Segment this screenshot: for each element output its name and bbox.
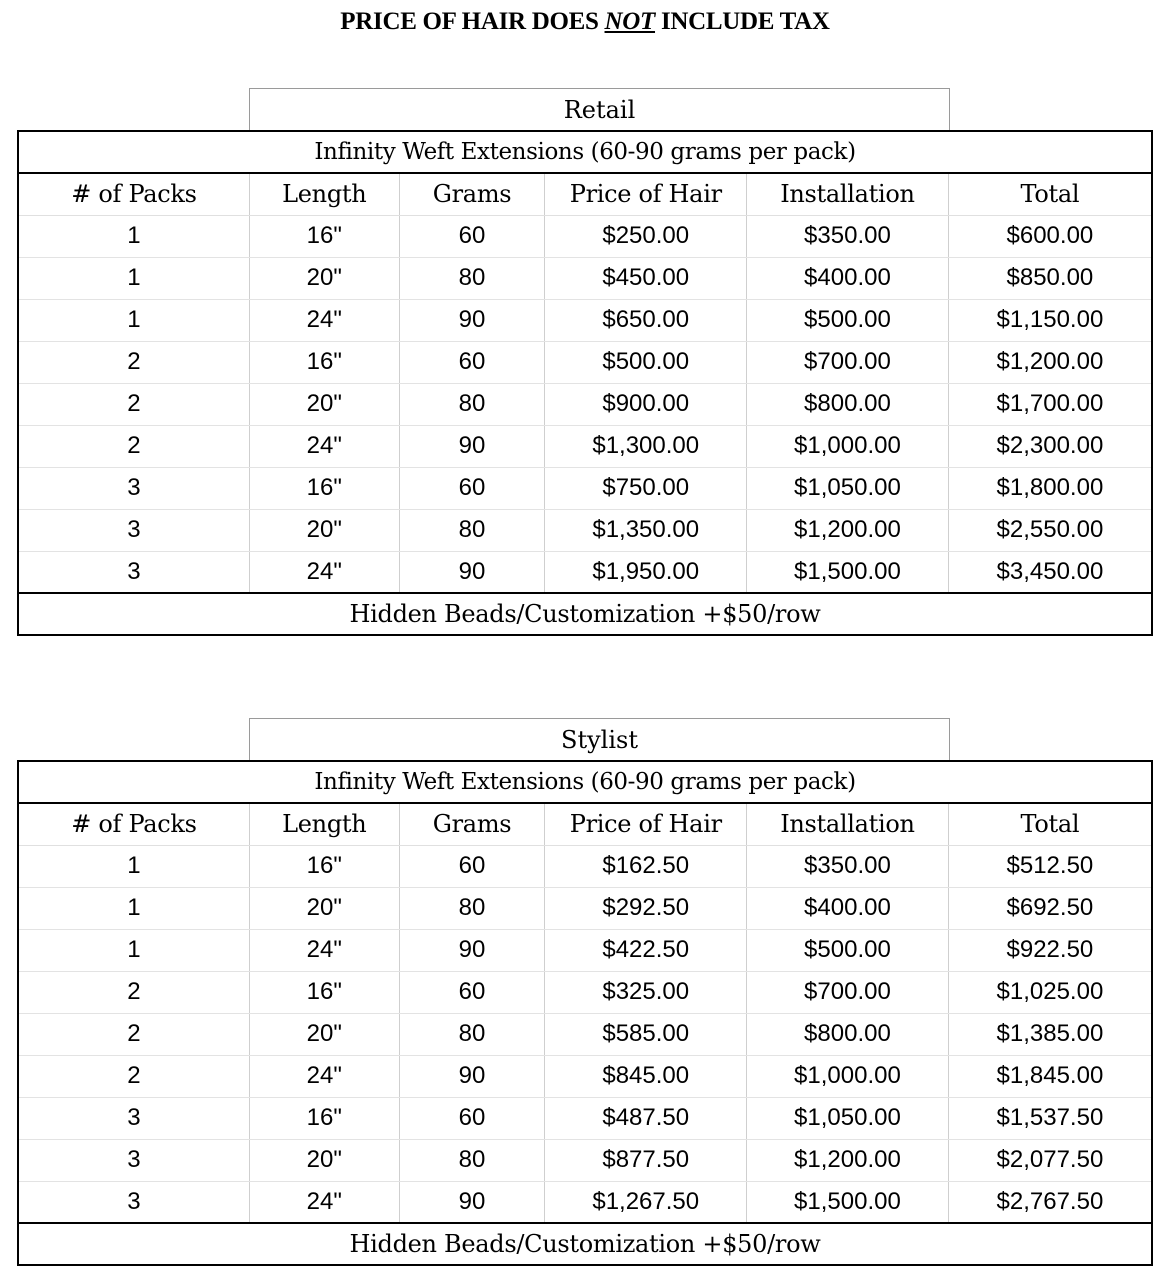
cell-total: $692.50	[948, 887, 1152, 929]
cell-packs: 3	[18, 467, 249, 509]
cell-grams: 80	[399, 887, 545, 929]
table-row	[18, 215, 1152, 257]
col-header-price: Price of Hair	[545, 803, 747, 845]
stylist-tier-label: Stylist	[249, 718, 950, 761]
cell-price: $487.50	[545, 1097, 747, 1139]
cell-price: $450.00	[545, 257, 747, 299]
customization-note: Hidden Beads/Customization +$50/row	[349, 600, 821, 628]
cell-length: 24"	[249, 425, 399, 467]
col-header-total: Total	[948, 803, 1152, 845]
cell-packs: 3	[18, 1181, 249, 1223]
cell-installation: $500.00	[747, 929, 949, 971]
cell-total: $2,550.00	[948, 509, 1152, 551]
cell-grams: 80	[399, 509, 545, 551]
cell-total: $2,767.50	[948, 1181, 1152, 1223]
table-row	[18, 929, 1152, 971]
cell-grams: 80	[399, 1013, 545, 1055]
table-row	[18, 383, 1152, 425]
cell-length: 20"	[249, 1013, 399, 1055]
cell-grams: 60	[399, 215, 545, 257]
cell-packs: 1	[18, 215, 249, 257]
product-title: Infinity Weft Extensions (60-90 grams per pack)	[18, 131, 1152, 173]
cell-total: $2,077.50	[948, 1139, 1152, 1181]
cell-grams: 90	[399, 551, 545, 593]
col-header-length: Length	[249, 803, 399, 845]
cell-installation: $1,000.00	[747, 1055, 949, 1097]
cell-price: $325.00	[545, 971, 747, 1013]
table-row	[18, 1097, 1152, 1139]
cell-grams: 60	[399, 467, 545, 509]
cell-length: 24"	[249, 1055, 399, 1097]
cell-grams: 90	[399, 1055, 545, 1097]
product-title: Infinity Weft Extensions (60-90 grams per pack)	[18, 761, 1152, 803]
cell-grams: 80	[399, 257, 545, 299]
cell-length: 20"	[249, 383, 399, 425]
title-after: INCLUDE TAX	[655, 8, 830, 35]
table-row	[18, 551, 1152, 593]
note-row	[18, 593, 1152, 635]
table-row	[18, 299, 1152, 341]
cell-price: $1,300.00	[545, 425, 747, 467]
cell-total: $3,450.00	[948, 551, 1152, 593]
cell-installation: $400.00	[747, 257, 949, 299]
note-row	[18, 1223, 1152, 1265]
cell-installation: $800.00	[747, 1013, 949, 1055]
table-row	[18, 467, 1152, 509]
cell-length: 20"	[249, 257, 399, 299]
cell-price: $292.50	[545, 887, 747, 929]
table-row	[18, 845, 1152, 887]
cell-packs: 1	[18, 299, 249, 341]
col-header-packs: # of Packs	[18, 173, 249, 215]
cell-packs: 1	[18, 845, 249, 887]
cell-total: $2,300.00	[948, 425, 1152, 467]
cell-installation: $700.00	[747, 341, 949, 383]
cell-length: 20"	[249, 887, 399, 929]
cell-length: 24"	[249, 1181, 399, 1223]
cell-length: 16"	[249, 1097, 399, 1139]
cell-length: 24"	[249, 929, 399, 971]
cell-price: $1,267.50	[545, 1181, 747, 1223]
table-row	[18, 509, 1152, 551]
cell-price: $877.50	[545, 1139, 747, 1181]
col-header-length: Length	[249, 173, 399, 215]
cell-packs: 1	[18, 929, 249, 971]
cell-length: 16"	[249, 971, 399, 1013]
cell-total: $922.50	[948, 929, 1152, 971]
cell-packs: 2	[18, 341, 249, 383]
cell-price: $650.00	[545, 299, 747, 341]
cell-grams: 90	[399, 425, 545, 467]
cell-price: $1,350.00	[545, 509, 747, 551]
cell-grams: 90	[399, 299, 545, 341]
cell-grams: 80	[399, 1139, 545, 1181]
cell-installation: $1,050.00	[747, 467, 949, 509]
cell-total: $1,537.50	[948, 1097, 1152, 1139]
column-header-row	[18, 173, 1152, 215]
cell-length: 24"	[249, 299, 399, 341]
col-header-total: Total	[948, 173, 1152, 215]
cell-installation: $800.00	[747, 383, 949, 425]
stylist-price-table	[17, 760, 1153, 1266]
cell-total: $1,700.00	[948, 383, 1152, 425]
cell-length: 16"	[249, 467, 399, 509]
table-row	[18, 1055, 1152, 1097]
col-header-grams: Grams	[399, 173, 545, 215]
cell-price: $250.00	[545, 215, 747, 257]
col-header-installation: Installation	[747, 173, 949, 215]
cell-length: 20"	[249, 1139, 399, 1181]
cell-price: $900.00	[545, 383, 747, 425]
cell-price: $162.50	[545, 845, 747, 887]
cell-total: $512.50	[948, 845, 1152, 887]
cell-total: $1,385.00	[948, 1013, 1152, 1055]
col-header-price: Price of Hair	[545, 173, 747, 215]
table-row	[18, 341, 1152, 383]
cell-packs: 2	[18, 383, 249, 425]
cell-installation: $350.00	[747, 845, 949, 887]
col-header-packs: # of Packs	[18, 803, 249, 845]
cell-price: $1,950.00	[545, 551, 747, 593]
cell-length: 16"	[249, 341, 399, 383]
cell-length: 16"	[249, 845, 399, 887]
cell-packs: 1	[18, 257, 249, 299]
cell-grams: 60	[399, 1097, 545, 1139]
cell-packs: 3	[18, 1097, 249, 1139]
cell-grams: 60	[399, 971, 545, 1013]
cell-installation: $400.00	[747, 887, 949, 929]
cell-grams: 60	[399, 341, 545, 383]
col-header-grams: Grams	[399, 803, 545, 845]
cell-packs: 2	[18, 1013, 249, 1055]
cell-packs: 1	[18, 887, 249, 929]
cell-installation: $1,500.00	[747, 551, 949, 593]
cell-length: 20"	[249, 509, 399, 551]
cell-grams: 60	[399, 845, 545, 887]
table-row	[18, 257, 1152, 299]
table-row	[18, 1139, 1152, 1181]
cell-installation: $1,050.00	[747, 1097, 949, 1139]
cell-total: $1,800.00	[948, 467, 1152, 509]
page-title	[0, 8, 1170, 36]
table-row	[18, 425, 1152, 467]
cell-length: 24"	[249, 551, 399, 593]
title-before: PRICE OF HAIR DOES	[340, 8, 605, 35]
cell-grams: 90	[399, 929, 545, 971]
cell-installation: $700.00	[747, 971, 949, 1013]
customization-note: Hidden Beads/Customization +$50/row	[349, 1230, 821, 1258]
product-row	[18, 761, 1152, 803]
table-row	[18, 971, 1152, 1013]
cell-price: $585.00	[545, 1013, 747, 1055]
cell-packs: 2	[18, 971, 249, 1013]
cell-packs: 3	[18, 509, 249, 551]
table-row	[18, 887, 1152, 929]
cell-total: $1,845.00	[948, 1055, 1152, 1097]
cell-packs: 2	[18, 1055, 249, 1097]
cell-installation: $350.00	[747, 215, 949, 257]
cell-price: $750.00	[545, 467, 747, 509]
cell-packs: 3	[18, 1139, 249, 1181]
table-row	[18, 1181, 1152, 1223]
cell-total: $1,150.00	[948, 299, 1152, 341]
cell-total: $1,200.00	[948, 341, 1152, 383]
cell-installation: $1,200.00	[747, 509, 949, 551]
cell-price: $845.00	[545, 1055, 747, 1097]
cell-installation: $500.00	[747, 299, 949, 341]
cell-price: $500.00	[545, 341, 747, 383]
cell-grams: 90	[399, 1181, 545, 1223]
retail-tier-label: Retail	[249, 88, 950, 131]
product-row	[18, 131, 1152, 173]
cell-price: $422.50	[545, 929, 747, 971]
cell-total: $1,025.00	[948, 971, 1152, 1013]
column-header-row	[18, 803, 1152, 845]
table-row	[18, 1013, 1152, 1055]
cell-total: $600.00	[948, 215, 1152, 257]
cell-installation: $1,500.00	[747, 1181, 949, 1223]
cell-packs: 2	[18, 425, 249, 467]
cell-packs: 3	[18, 551, 249, 593]
cell-grams: 80	[399, 383, 545, 425]
retail-price-table	[17, 130, 1153, 636]
cell-total: $850.00	[948, 257, 1152, 299]
title-emphasis: NOT	[604, 8, 656, 35]
cell-installation: $1,000.00	[747, 425, 949, 467]
cell-length: 16"	[249, 215, 399, 257]
col-header-installation: Installation	[747, 803, 949, 845]
cell-installation: $1,200.00	[747, 1139, 949, 1181]
